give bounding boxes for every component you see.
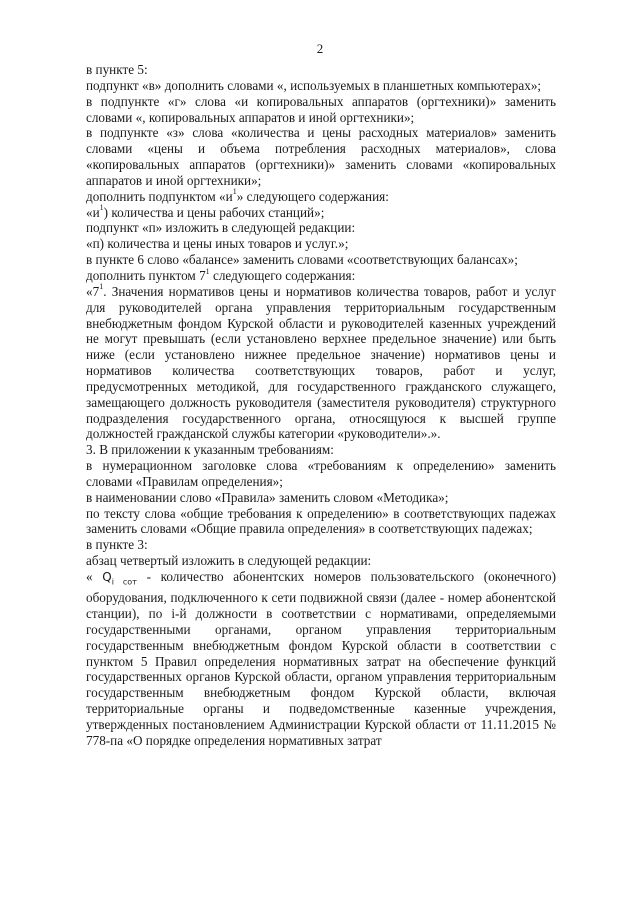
paragraph-text: » следующего содержания: bbox=[236, 188, 389, 204]
paragraph-text: в наименовании слово «Правила» заменить словом «Методика»; bbox=[86, 489, 449, 505]
superscript: 1 bbox=[232, 187, 237, 197]
paragraph-text: по тексту слова «общие требования к определению» в соответствующих падежах заменить словами «Общие правила определения» в соответствующих падежах; bbox=[86, 505, 556, 537]
paragraph-text: . Значения нормативов цены и нормативов количества товаров, работ и услуг для руководителей органа управления территориальным государственным внебюджетным фондом Курской области и руководителей казенных учреждений не могут превышать (если установлено верхнее предельное значение) или быть ниже (если установлено нижнее предельное значение) нормативов цены и нормативов количества соответствующих товаров, работ и услуг, предусмотренных методикой, для государственного гражданского служащего, замещающего должность руководителя (заместителя руководителя) структурного подразделения государственного органа, относящуюся к высшей группе должностей гражданской службы категории «руководители».». bbox=[86, 283, 556, 442]
paragraph bbox=[86, 537, 556, 553]
paragraph-text: следующего содержания: bbox=[209, 267, 356, 283]
paragraph bbox=[86, 62, 556, 78]
paragraph-text: в пункте 3: bbox=[86, 537, 148, 553]
paragraph-text: в пункте 5: bbox=[86, 62, 148, 77]
page-number: 2 bbox=[316, 41, 324, 56]
paragraph-text: в подпункте «з» слова «количества и цены расходных материалов» заменить словами «цены и объема потребления расходных материалов», слова «копировальных аппаратов (оргтехники)» заменить словами «копировальных аппаратов и иной оргтехники»; bbox=[86, 125, 556, 188]
paragraph-text: в нумерационном заголовке слова «требованиям к определению» заменить словами «Правилам определения»; bbox=[86, 458, 556, 489]
paragraph-text: в пункте 6 слово «балансе» заменить словами «соответствующих балансах»; bbox=[86, 252, 518, 268]
paragraph-text: дополнить пунктом 7 bbox=[86, 267, 206, 283]
paragraph-text: подпункт «в» дополнить словами «, используемых в планшетных компьютерах»; bbox=[86, 77, 542, 93]
paragraph bbox=[86, 236, 556, 252]
document-body bbox=[86, 62, 556, 749]
paragraph-text: 3. В приложении к указанным требованиям: bbox=[86, 442, 334, 458]
paragraph-text: «7 bbox=[86, 283, 100, 299]
paragraph bbox=[86, 506, 556, 538]
superscript: 1 bbox=[99, 203, 104, 213]
superscript: 1 bbox=[205, 266, 210, 276]
paragraph bbox=[86, 94, 556, 126]
paragraph bbox=[86, 252, 556, 268]
paragraph-text: ) количества и цены рабочих станций»; bbox=[103, 204, 325, 220]
paragraph bbox=[86, 458, 556, 490]
formula-subscript: i сот bbox=[111, 577, 137, 587]
paragraph bbox=[86, 284, 556, 442]
paragraph-text: дополнить подпунктом «и bbox=[86, 188, 233, 204]
paragraph-text: абзац четвертый изложить в следующей редакции: bbox=[86, 553, 372, 569]
paragraph-text: - количество абонентских номеров пользовательского (оконечного) оборудования, подключенного к сети подвижной связи (далее - номер абонентской станции), по i-й должности в соответствии с нормативами, определяемыми государственными органами, органом управления территориальным государственным внебюджетным фондом Курской области в соответствии с пунктом 5 Правил определения нормативных затрат на обеспечение функций государственных органов Курской области, органом управления территориальным государственным внебюджетным фондом Курской области, включая территориальные органы и подведомственные казенные учреждения, утвержденных постановлением Администрации Курской области от 11.11.2015 № 778-па «О порядке определения нормативных затрат bbox=[86, 569, 557, 748]
paragraph-text: подпункт «п» изложить в следующей редакции: bbox=[86, 220, 356, 236]
formula-letter: Q bbox=[102, 570, 112, 584]
paragraph bbox=[86, 490, 556, 506]
paragraph bbox=[86, 205, 556, 221]
paragraph bbox=[86, 553, 556, 569]
paragraph bbox=[86, 220, 556, 236]
paragraph-text: «п) количества и цены иных товаров и услуг.»; bbox=[86, 236, 349, 252]
paragraph-text: «и bbox=[86, 204, 100, 220]
formula-symbol bbox=[102, 570, 137, 587]
paragraph bbox=[86, 442, 556, 458]
paragraph-text: « bbox=[86, 569, 103, 584]
paragraph bbox=[86, 78, 556, 94]
paragraph bbox=[86, 189, 556, 205]
paragraph bbox=[86, 125, 556, 188]
superscript: 1 bbox=[99, 282, 104, 292]
paragraph-text: в подпункте «г» слова «и копировальных аппаратов (оргтехники)» заменить словами «, копировальных аппаратов и иной оргтехники»; bbox=[86, 93, 556, 125]
paragraph bbox=[86, 268, 556, 284]
paragraph bbox=[86, 569, 556, 749]
